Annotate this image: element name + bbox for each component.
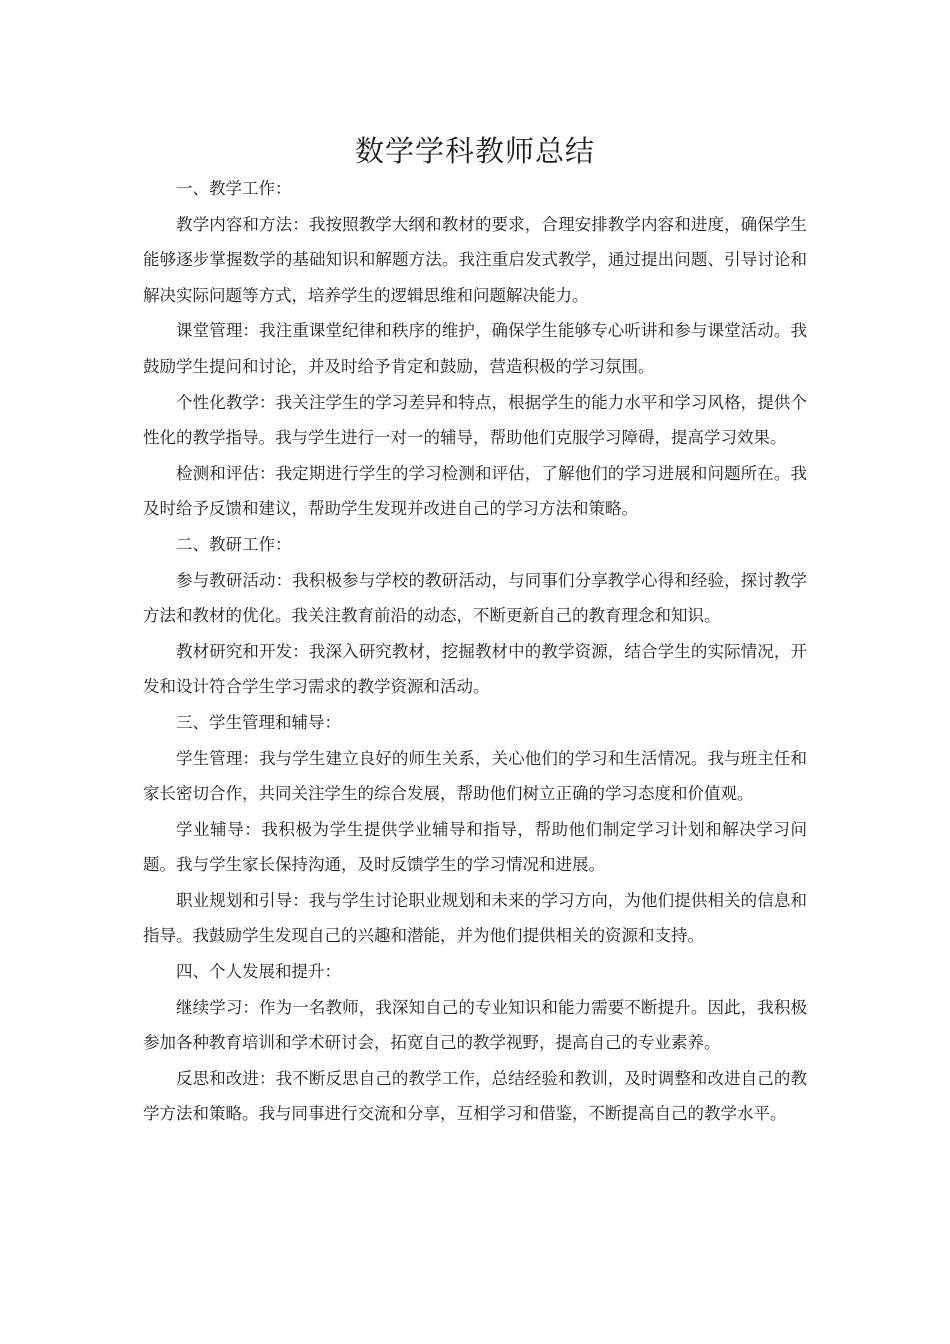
paragraph-assessment: 检测和评估：我定期进行学生的学习检测和评估，了解他们的学习进展和问题所在。我及时给予反馈和建议，帮助学生发现并改进自己的学习方法和策略。 bbox=[143, 463, 807, 519]
paragraph-research-activities: 参与教研活动：我积极参与学校的教研活动，与同事们分享教学心得和经验，探讨教学方法和教材的优化。我关注教育前沿的动态，不断更新自己的教育理念和知识。 bbox=[143, 570, 807, 626]
paragraph-continuing-learning: 继续学习：作为一名教师，我深知自己的专业知识和能力需要不断提升。因此，我积极参加各种教育培训和学术研讨会，拓宽自己的教学视野，提高自己的专业素养。 bbox=[143, 997, 807, 1053]
paragraph-academic-tutoring: 学业辅导：我积极为学生提供学业辅导和指导，帮助他们制定学习计划和解决学习问题。我与学生家长保持沟通，及时反馈学生的学习情况和进展。 bbox=[143, 819, 807, 875]
paragraph-classroom-management: 课堂管理：我注重课堂纪律和秩序的维护，确保学生能够专心听讲和参与课堂活动。我鼓励学生提问和讨论，并及时给予肯定和鼓励，营造积极的学习氛围。 bbox=[143, 321, 807, 376]
section-heading-research: 二、教研工作： bbox=[176, 534, 292, 554]
section-heading-personal-development: 四、个人发展和提升： bbox=[176, 962, 341, 982]
paragraph-textbook-research: 教材研究和开发：我深入研究教材，挖掘教材中的教学资源，结合学生的实际情况，开发和设计符合学生学习需求的教学资源和活动。 bbox=[143, 641, 807, 697]
paragraph-teaching-content: 教学内容和方法：我按照教学大纲和教材的要求，合理安排教学内容和进度，确保学生能够逐步掌握数学的基础知识和解题方法。我注重启发式教学，通过提出问题、引导讨论和解决实际问题等方式，培养学生的逻辑思维和问题解决能力。 bbox=[143, 214, 807, 305]
paragraph-reflection: 反思和改进：我不断反思自己的教学工作，总结经验和教训，及时调整和改进自己的教学方法和策略。我与同事进行交流和分享，互相学习和借鉴，不断提高自己的教学水平。 bbox=[143, 1068, 807, 1124]
paragraph-career-guidance: 职业规划和引导：我与学生讨论职业规划和未来的学习方向，为他们提供相关的信息和指导。我鼓励学生发现自己的兴趣和潜能，并为他们提供相关的资源和支持。 bbox=[143, 890, 807, 946]
paragraph-personalized-teaching: 个性化教学：我关注学生的学习差异和特点，根据学生的能力水平和学习风格，提供个性化的教学指导。我与学生进行一对一的辅导，帮助他们克服学习障碍，提高学习效果。 bbox=[143, 392, 807, 448]
section-heading-teaching: 一、教学工作： bbox=[176, 179, 292, 198]
section-heading-student-management: 三、学生管理和辅导： bbox=[176, 712, 341, 732]
document-title: 数学学科教师总结 bbox=[354, 134, 595, 168]
paragraph-student-management: 学生管理：我与学生建立良好的师生关系，关心他们的学习和生活情况。我与班主任和家长密切合作，共同关注学生的综合发展，帮助他们树立正确的学习态度和价值观。 bbox=[143, 748, 807, 804]
document-body bbox=[143, 171, 807, 1132]
